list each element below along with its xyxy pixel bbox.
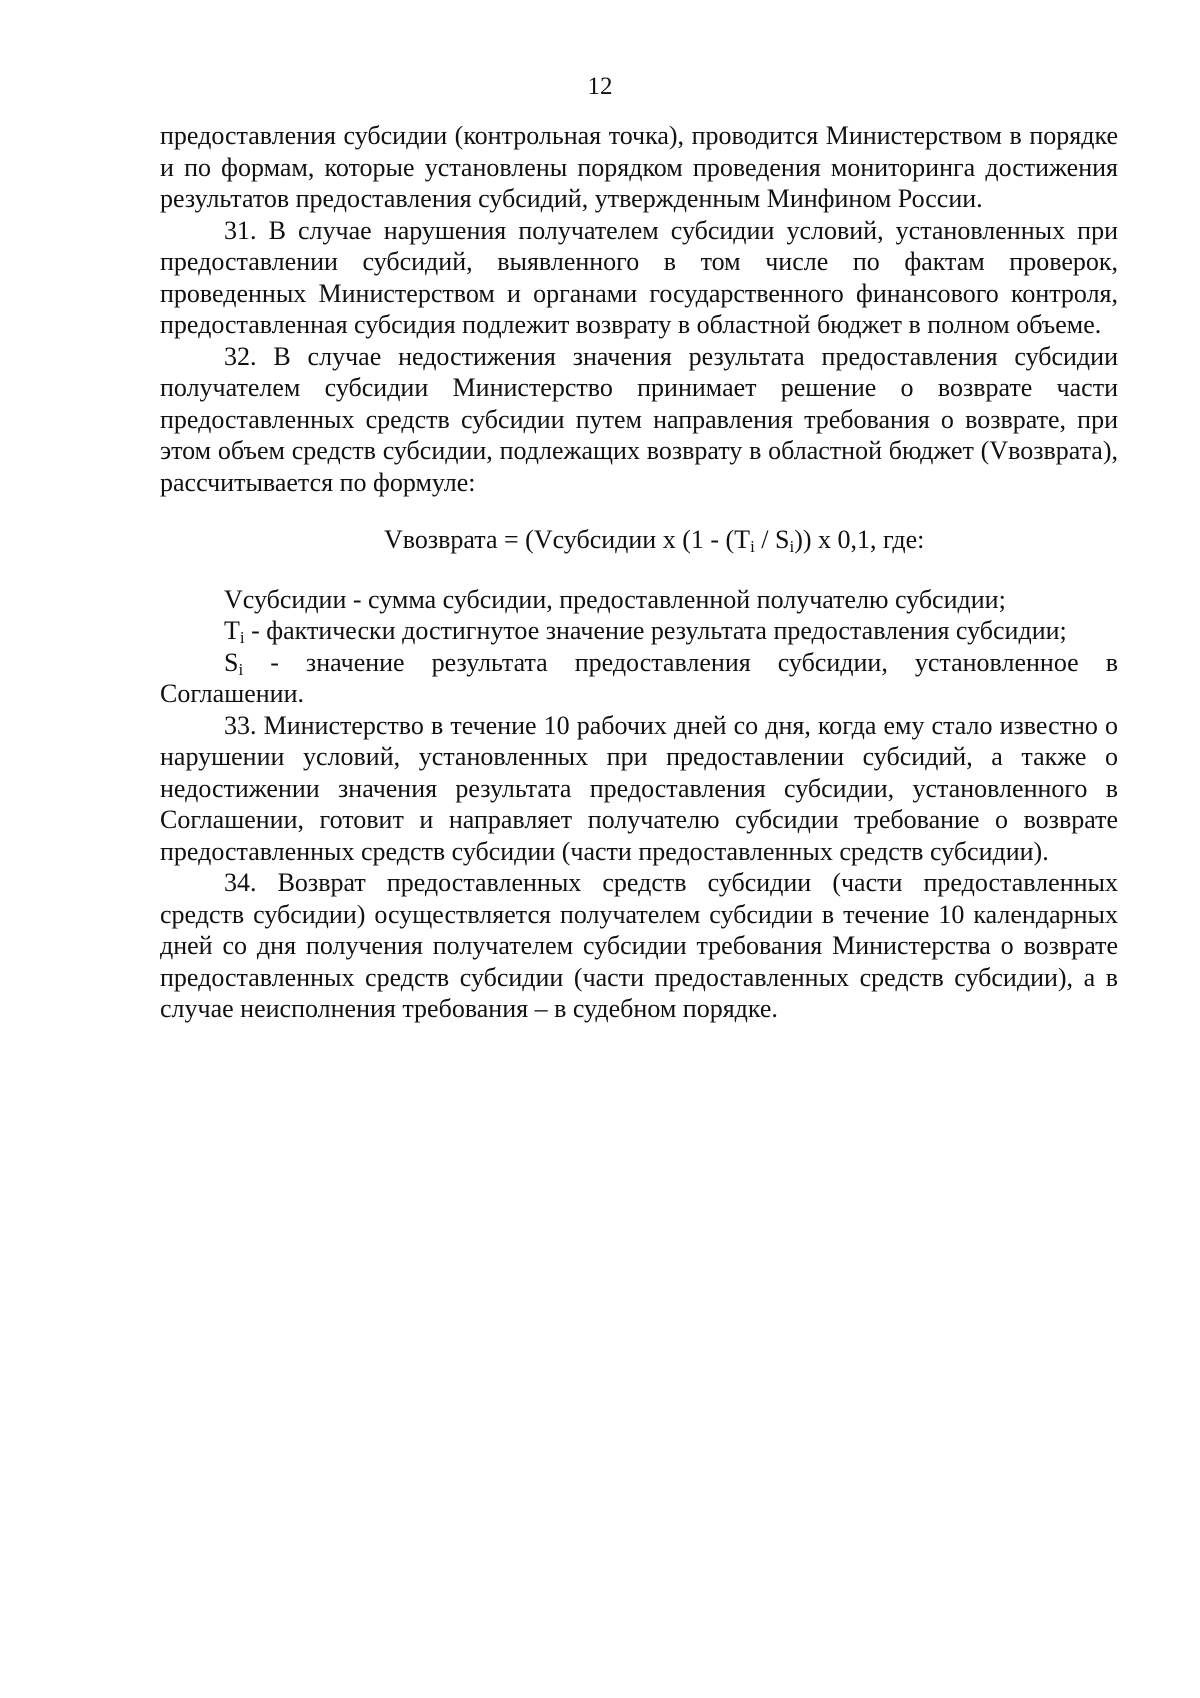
refund-formula	[160, 524, 1118, 556]
definition-t	[160, 615, 1118, 647]
definition-v-subsidy: Vсубсидии - сумма субсидии, предоставленной получателю субсидии;	[224, 584, 1006, 614]
page-number: 12	[587, 73, 613, 100]
paragraph-32: 32. В случае недостижения значения результата предоставления субсидии получателем субсидии Министерство принимает решение о возврате части предоставленных средств субсидии путем направления требования о возврате, при этом объем средств субсидии, подлежащих возврату в областной бюджет (Vвозврата), рассчитывается по формуле:	[160, 341, 1118, 497]
paragraph-33: 33. Министерство в течение 10 рабочих дней со дня, когда ему стало известно о нарушении условий, установленных при предоставлении субсидий, а также о недостижении значения результата предоставления субсидии, установленного в Соглашении, готовит и направляет получателю субсидии требование о возврате предоставленных средств субсидии (части предоставленных средств субсидии).	[160, 710, 1118, 866]
formula-subscript-s: i	[789, 537, 795, 556]
definition-t-symbol: T	[224, 616, 240, 645]
paragraph-31: 31. В случае нарушения получателем субсидии условий, установленных при предоставлении субсидий, выявленного в том числе по фактам проверок, проведенных Министерством и органами государственного финансового контроля, предоставленная субсидия подлежит возврату в областной бюджет в полном объеме.	[160, 215, 1118, 339]
paragraph-continuation: предоставления субсидии (контрольная точка), проводится Министерством в порядке и по формам, которые установлены порядком проведения мониторинга достижения результатов предоставления субсидий, утвержденным Минфином России.	[160, 121, 1118, 213]
document-body	[160, 120, 1118, 1025]
definition-s-text: - значение результата предоставления субсидии, установленное в Соглашении.	[160, 647, 1118, 708]
definition-s	[160, 647, 1118, 710]
formula-subscript-t: i	[750, 537, 755, 556]
paragraph-34: 34. Возврат предоставленных средств субсидии (части предоставленных средств субсидии) осуществляется получателем субсидии в течение 10 календарных дней со дня получения получателем субсидии требования Министерства о возврате предоставленных средств субсидии (части предоставленных средств субсидии), а в случае неисполнения требования – в судебном порядке.	[160, 868, 1118, 1023]
definition-t-text: - фактически достигнутое значение результата предоставления субсидии;	[244, 616, 1067, 645]
formula-rhs: )) x 0,1, где:	[794, 525, 925, 554]
formula-lhs: Vвозврата = (Vсубсидии x (1 - (T	[384, 525, 751, 554]
formula-mid: / S	[754, 525, 790, 554]
definition-s-symbol: S	[224, 647, 239, 677]
definition-t-subscript: i	[239, 628, 245, 647]
definition-s-subscript: i	[238, 659, 244, 679]
